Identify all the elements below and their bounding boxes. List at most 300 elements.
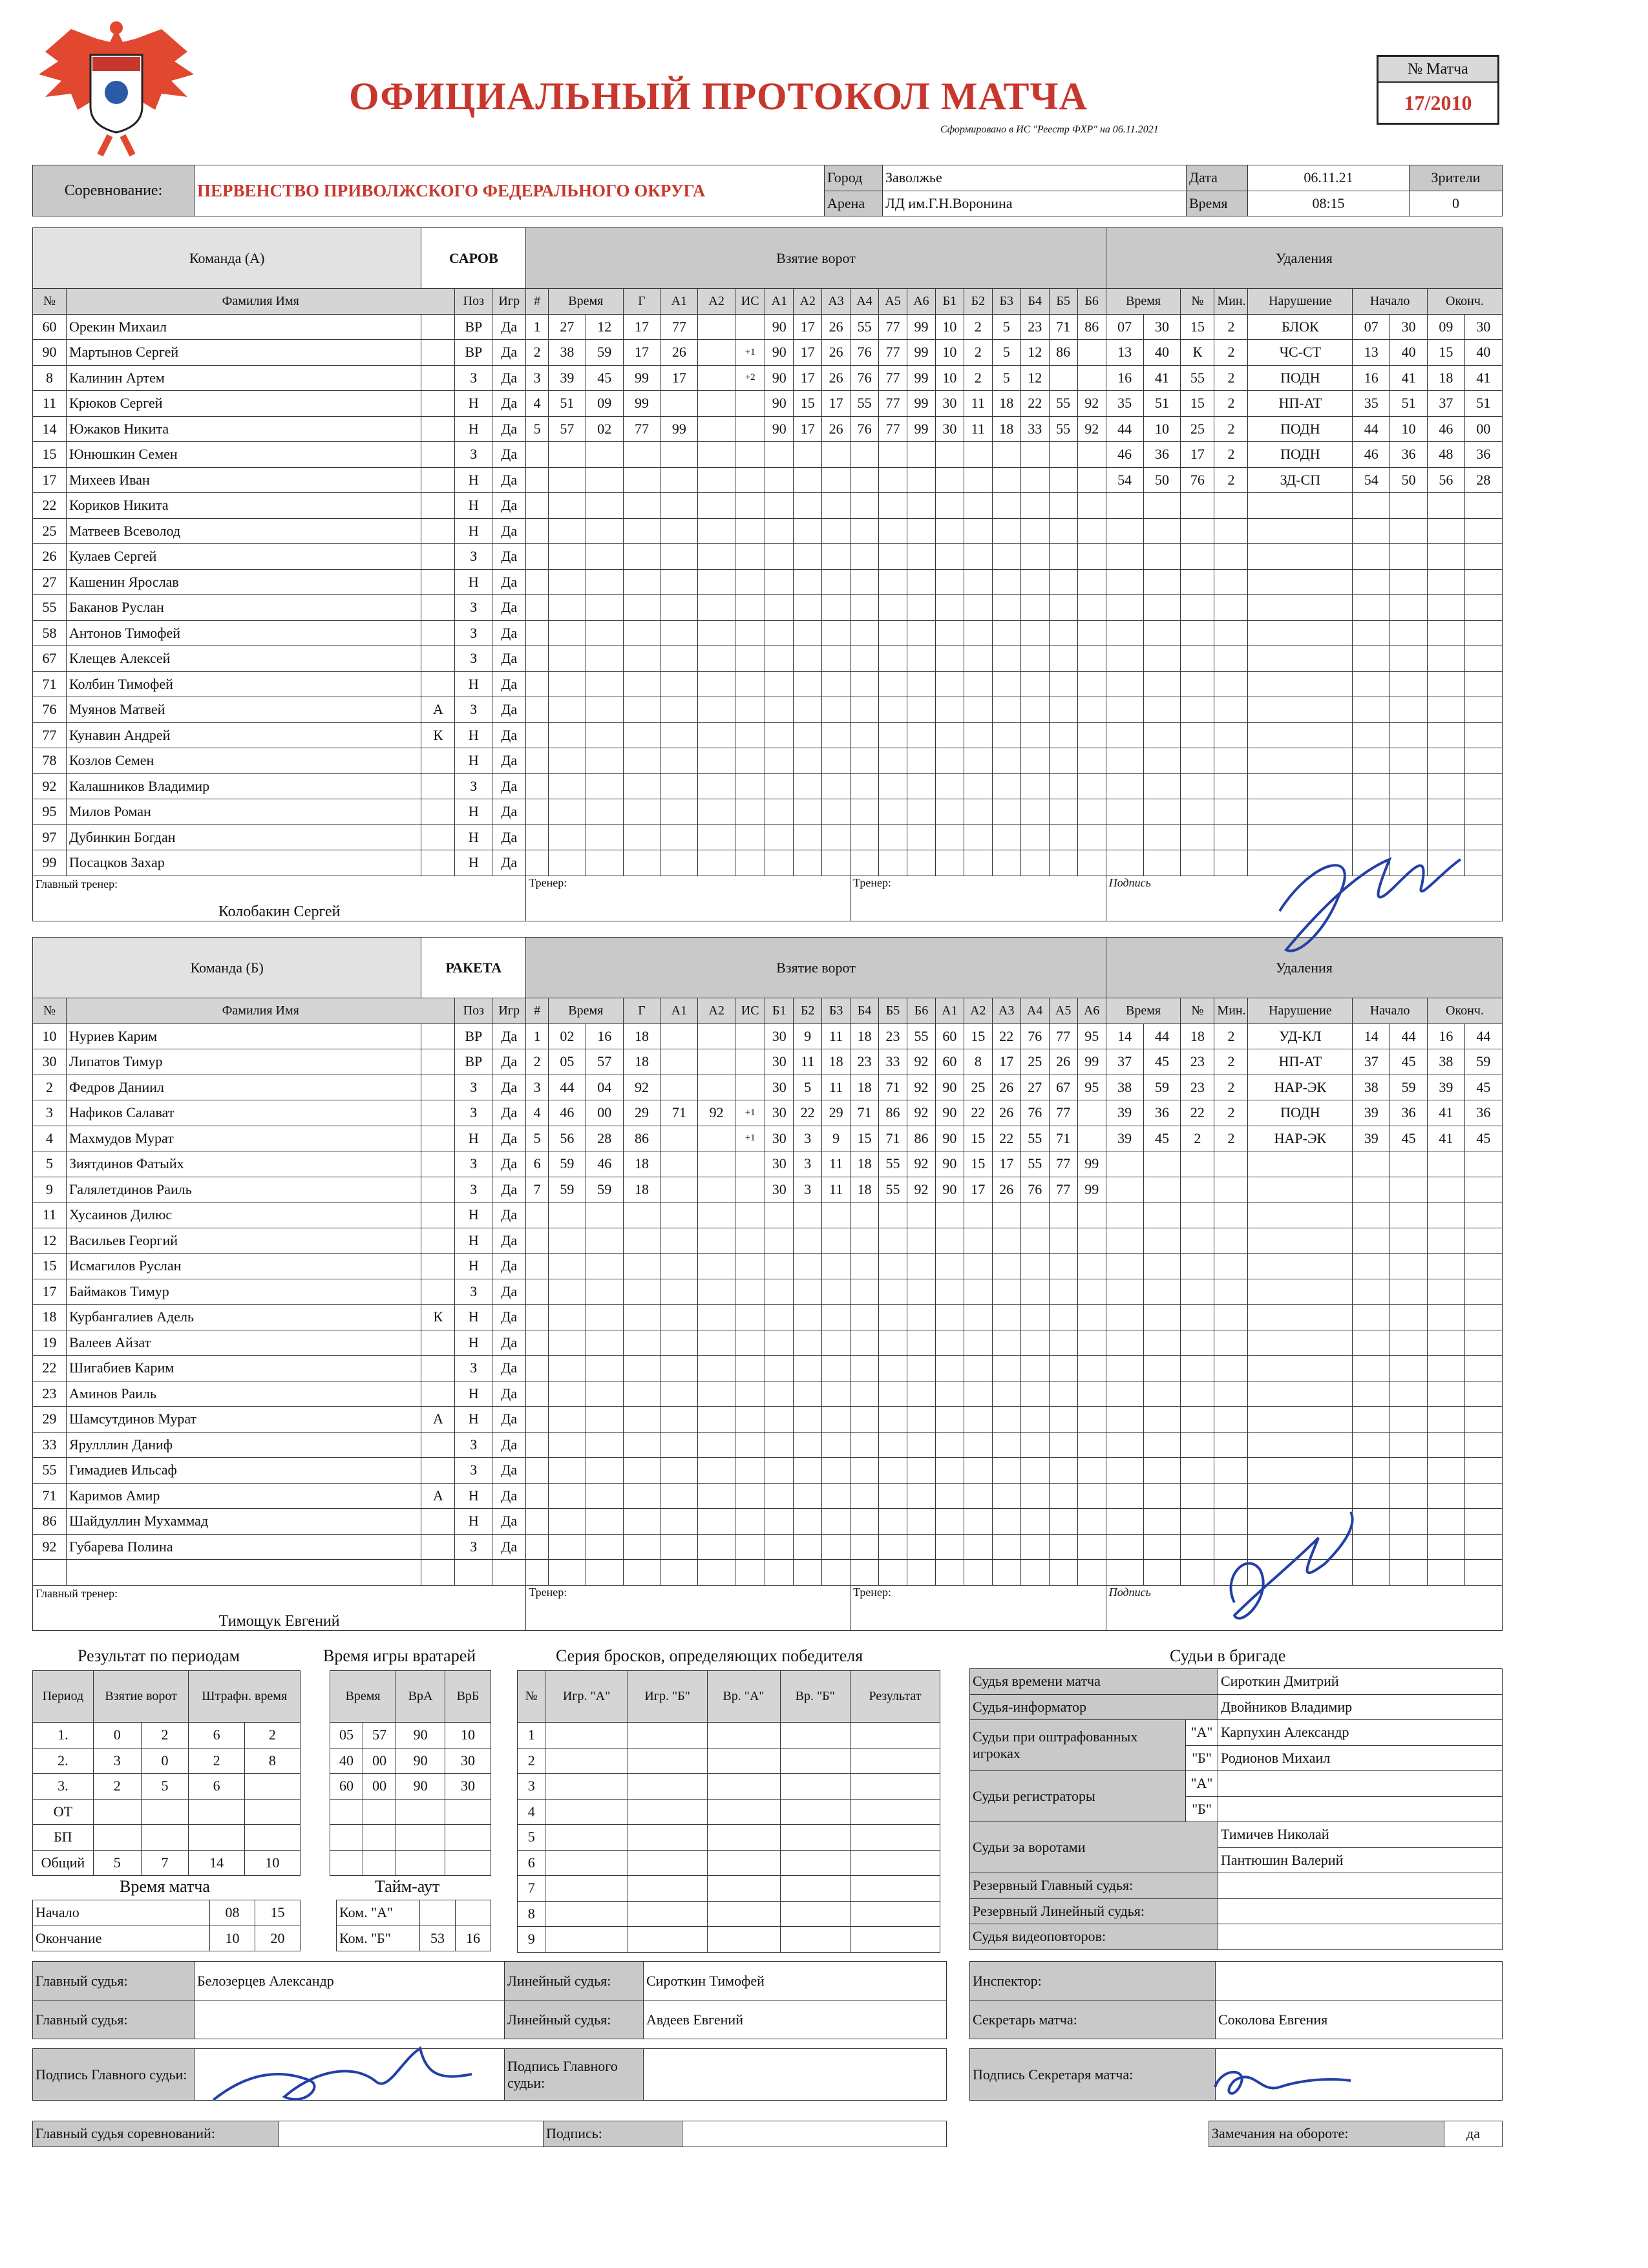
- penalty-e2: 00: [1464, 416, 1502, 442]
- player-played: Да: [492, 1254, 526, 1279]
- team-b-player-row: [33, 1177, 1503, 1202]
- goal-onice: 92: [907, 1177, 935, 1202]
- player-played: Да: [492, 1432, 526, 1458]
- goal-g: 77: [623, 416, 660, 442]
- gk-s: [363, 1799, 396, 1825]
- penalty-t2: 50: [1143, 467, 1181, 493]
- goal-is: +1: [735, 340, 765, 366]
- penalty-t2: [1143, 722, 1181, 748]
- penalty-min: [1214, 722, 1248, 748]
- goal-onice: 86: [1077, 314, 1106, 340]
- player-position: Н: [455, 569, 492, 595]
- player-number: 11: [33, 1202, 67, 1228]
- match-time-table: [32, 1900, 301, 1951]
- player-played: Да: [492, 1202, 526, 1228]
- goal-is: +2: [735, 365, 765, 391]
- goal-onice: [765, 799, 794, 825]
- goal-a1: [660, 595, 698, 621]
- team-a-penalties-header: Удаления: [1106, 228, 1502, 289]
- penalty-min: [1214, 799, 1248, 825]
- goal-onice: [935, 620, 964, 646]
- penalty-min: [1214, 1151, 1248, 1177]
- goal-onice: [850, 1202, 879, 1228]
- team-a-table: [32, 227, 1503, 921]
- timeout-b-m: 53: [420, 1926, 456, 1951]
- goal-onice: 11: [822, 1024, 850, 1049]
- goal-onice: [1077, 671, 1106, 697]
- player-position: Н: [455, 416, 492, 442]
- player-captain: [421, 1330, 455, 1356]
- coach-b-signature: [1196, 1499, 1389, 1648]
- goal-a1: [660, 697, 698, 723]
- goal-onice: 55: [850, 391, 879, 417]
- goal-is: [735, 1483, 765, 1509]
- penalty-e1: 37: [1427, 391, 1464, 417]
- goal-onice: [794, 799, 822, 825]
- goal-onice: [850, 1534, 879, 1560]
- date-label: Дата: [1187, 165, 1248, 191]
- goal-onice: [850, 1305, 879, 1330]
- goal-a2: 92: [698, 1100, 735, 1126]
- penalty-s1: 46: [1353, 442, 1390, 468]
- goal-onice: [822, 748, 850, 774]
- penalty-s2: 59: [1390, 1075, 1428, 1100]
- player-name: Васильев Георгий: [67, 1228, 421, 1254]
- penalty-t2: [1143, 748, 1181, 774]
- goal-g: 18: [623, 1024, 660, 1049]
- secretary: Соколова Евгения: [1216, 2000, 1503, 2039]
- goal-onice: [935, 493, 964, 519]
- goal-onice: [907, 493, 935, 519]
- player-number: [33, 1560, 67, 1586]
- goal-onice: [822, 671, 850, 697]
- shootout-cell: [628, 1901, 707, 1927]
- goal-a1: [660, 1534, 698, 1560]
- player-position: З: [455, 646, 492, 672]
- player-name: Баймаков Тимур: [67, 1279, 421, 1305]
- penalty-v: [1248, 799, 1353, 825]
- penalty-e1: [1427, 1330, 1464, 1356]
- shootout-no: 6: [518, 1850, 545, 1876]
- goal-onice: [907, 1432, 935, 1458]
- goal-onice: 95: [1077, 1075, 1106, 1100]
- goal-t1: 59: [548, 1177, 586, 1202]
- goal-onice: [1077, 620, 1106, 646]
- penalty-t1: [1106, 1509, 1143, 1535]
- player-name: Крюков Сергей: [67, 391, 421, 417]
- goal-onice: [765, 1509, 794, 1535]
- goal-g: 99: [623, 365, 660, 391]
- goal-t1: 39: [548, 365, 586, 391]
- goal-onice: 5: [992, 340, 1020, 366]
- penalty-min: 2: [1214, 314, 1248, 340]
- goal-onice: [879, 1305, 907, 1330]
- player-name: Дубинкин Богдан: [67, 824, 421, 850]
- penalty-no: 23: [1181, 1075, 1214, 1100]
- gk-b: 30: [445, 1774, 491, 1800]
- goal-n: [526, 569, 549, 595]
- goal-a2: [698, 467, 735, 493]
- team-b-player-row: [33, 1330, 1503, 1356]
- penalty-e1: [1427, 1509, 1464, 1535]
- goal-onice: [1020, 748, 1049, 774]
- col-shootout: Вр. "Б": [780, 1671, 850, 1723]
- goal-onice: [935, 722, 964, 748]
- penalty-s1: [1353, 773, 1390, 799]
- shootout-no: 3: [518, 1774, 545, 1800]
- penalty-e1: 15: [1427, 340, 1464, 366]
- goal-onice: 77: [879, 314, 907, 340]
- goal-onice: [964, 799, 992, 825]
- penalty-t1: [1106, 1381, 1143, 1407]
- penalty-s1: [1353, 1381, 1390, 1407]
- goal-onice: 30: [765, 1100, 794, 1126]
- goal-t1: [548, 722, 586, 748]
- goal-is: [735, 1177, 765, 1202]
- goal-t2: [586, 1534, 623, 1560]
- spectators-label: Зрители: [1410, 165, 1503, 191]
- player-number: 55: [33, 595, 67, 621]
- goal-onice: [765, 467, 794, 493]
- penalty-e1: [1427, 1202, 1464, 1228]
- goal-t1: [548, 1407, 586, 1433]
- shootout-cell: [545, 1901, 628, 1927]
- goal-t1: [548, 773, 586, 799]
- goal-onice: [964, 1356, 992, 1381]
- goal-n: [526, 1381, 549, 1407]
- penalty-min: 2: [1214, 340, 1248, 366]
- goal-onice: [822, 646, 850, 672]
- goal-onice: [935, 1330, 964, 1356]
- gk-row: [330, 1723, 491, 1748]
- goal-a1: [660, 748, 698, 774]
- team-b-col-onice: Б5: [879, 998, 907, 1024]
- penalty-min: [1214, 493, 1248, 519]
- player-position: Н: [455, 1254, 492, 1279]
- penalty-no: [1181, 799, 1214, 825]
- penalty-v: [1248, 646, 1353, 672]
- goal-a2: [698, 697, 735, 723]
- gk-b: [445, 1799, 491, 1825]
- penalty-s1: 35: [1353, 391, 1390, 417]
- goal-onice: 55: [1020, 1151, 1049, 1177]
- shootout-cell: [780, 1850, 850, 1876]
- player-played: Да: [492, 1407, 526, 1433]
- penalty-e2: [1464, 646, 1502, 672]
- goal-a1: [660, 722, 698, 748]
- player-name: Хусаинов Дилюс: [67, 1202, 421, 1228]
- goal-onice: [907, 1407, 935, 1433]
- reg-a-tag: "А": [1186, 1771, 1218, 1797]
- player-played: Да: [492, 467, 526, 493]
- penalty-e2: [1464, 595, 1502, 621]
- period-gb: [141, 1825, 189, 1851]
- player-captain: [421, 748, 455, 774]
- goal-onice: [992, 697, 1020, 723]
- penalty-e2: [1464, 1279, 1502, 1305]
- comp-ref-sign: [682, 2121, 947, 2147]
- goal-onice: [1020, 493, 1049, 519]
- goal-g: [623, 620, 660, 646]
- goal-onice: [850, 748, 879, 774]
- penalty-t2: [1143, 1279, 1181, 1305]
- team-b-player-row: [33, 1151, 1503, 1177]
- penalty-s2: [1390, 1458, 1428, 1484]
- officials-table: [969, 1668, 1503, 1950]
- gk-s: 00: [363, 1774, 396, 1800]
- goal-onice: [822, 1534, 850, 1560]
- goal-onice: 17: [822, 391, 850, 417]
- player-captain: [421, 314, 455, 340]
- goal-a2: [698, 799, 735, 825]
- goal-onice: [964, 467, 992, 493]
- player-name: Козлов Семен: [67, 748, 421, 774]
- goal-onice: [822, 1330, 850, 1356]
- goal-a2: [698, 1075, 735, 1100]
- goal-a1: [660, 1356, 698, 1381]
- player-name: Муянов Матвей: [67, 697, 421, 723]
- goal-n: [526, 748, 549, 774]
- goal-onice: [964, 722, 992, 748]
- period-p: 1.: [33, 1723, 94, 1748]
- player-captain: [421, 850, 455, 876]
- player-played: Да: [492, 1100, 526, 1126]
- goal-t2: 09: [586, 391, 623, 417]
- goal-a2: [698, 1483, 735, 1509]
- goal-onice: [992, 620, 1020, 646]
- player-played: Да: [492, 850, 526, 876]
- period-pa: [189, 1799, 244, 1825]
- goal-onice: [964, 1202, 992, 1228]
- penalty-min: [1214, 850, 1248, 876]
- shootout-cell: [850, 1927, 940, 1953]
- goal-onice: [935, 748, 964, 774]
- penalty-t1: 37: [1106, 1049, 1143, 1075]
- reserve-line-label: Резервный Линейный судья:: [970, 1898, 1218, 1924]
- team-a-label: Команда (А): [33, 228, 421, 289]
- goal-g: [623, 697, 660, 723]
- penalty-v: [1248, 544, 1353, 570]
- period-p: Общий: [33, 1850, 94, 1876]
- penalty-t2: [1143, 518, 1181, 544]
- goal-t2: 16: [586, 1024, 623, 1049]
- goal-onice: [850, 544, 879, 570]
- goal-onice: 12: [1020, 340, 1049, 366]
- period-row: [33, 1748, 301, 1774]
- player-number: 27: [33, 569, 67, 595]
- penalty-e1: [1427, 1560, 1464, 1586]
- goal-a2: [698, 365, 735, 391]
- goal-onice: [1077, 340, 1106, 366]
- shootout-cell: [850, 1901, 940, 1927]
- player-number: 5: [33, 1151, 67, 1177]
- goal-n: [526, 493, 549, 519]
- shootout-row: [518, 1876, 940, 1902]
- penalty-e2: [1464, 1356, 1502, 1381]
- goal-onice: [1077, 1202, 1106, 1228]
- penalty-s1: [1353, 493, 1390, 519]
- goal-onice: [765, 773, 794, 799]
- goal-a1: [660, 1509, 698, 1535]
- goal-onice: [992, 748, 1020, 774]
- penalty-s1: 38: [1353, 1075, 1390, 1100]
- player-number: 30: [33, 1049, 67, 1075]
- penalty-t1: [1106, 1356, 1143, 1381]
- goal-onice: [1020, 442, 1049, 468]
- goal-a2: [698, 340, 735, 366]
- player-position: З: [455, 544, 492, 570]
- goal-a2: [698, 1560, 735, 1586]
- period-p: ОТ: [33, 1799, 94, 1825]
- goal-onice: [794, 1254, 822, 1279]
- player-captain: [421, 518, 455, 544]
- goal-onice: 76: [1020, 1024, 1049, 1049]
- goal-is: [735, 773, 765, 799]
- goal-onice: [907, 467, 935, 493]
- player-name: [67, 1560, 421, 1586]
- penalty-e2: [1464, 1432, 1502, 1458]
- goal-onice: 22: [794, 1100, 822, 1126]
- player-position: З: [455, 773, 492, 799]
- penalty-s2: [1390, 1356, 1428, 1381]
- goal-g: 18: [623, 1177, 660, 1202]
- subtitle: Сформировано в ИС "Реестр ФХР" на 06.11.2021: [940, 124, 1159, 135]
- timeout-table: [336, 1900, 491, 1951]
- goal-onice: 5: [992, 365, 1020, 391]
- goal-onice: [1049, 1432, 1077, 1458]
- goal-is: [735, 1330, 765, 1356]
- goal-onice: [1049, 1407, 1077, 1433]
- penalty-s1: 13: [1353, 340, 1390, 366]
- penalty-s1: [1353, 1407, 1390, 1433]
- team-b-col-onice: А3: [992, 998, 1020, 1024]
- goal-onice: [850, 1483, 879, 1509]
- penbox-label: Судьи при оштрафованных игроках: [970, 1720, 1186, 1771]
- goal-onice: 92: [907, 1075, 935, 1100]
- goal-t2: [586, 1279, 623, 1305]
- goal-g: [623, 467, 660, 493]
- goal-onice: [1077, 442, 1106, 468]
- penalty-t2: [1143, 1534, 1181, 1560]
- player-played: Да: [492, 1177, 526, 1202]
- goal-onice: 71: [850, 1100, 879, 1126]
- penalty-s1: 44: [1353, 416, 1390, 442]
- goal-a1: [660, 1330, 698, 1356]
- penalty-s2: 40: [1390, 340, 1428, 366]
- gk-s: [363, 1825, 396, 1851]
- team-b-player-row: [33, 1100, 1503, 1126]
- penalty-t1: [1106, 748, 1143, 774]
- goal-onice: [1049, 365, 1077, 391]
- goal-onice: 5: [794, 1075, 822, 1100]
- goal-onice: [1020, 1560, 1049, 1586]
- goal-onice: [794, 569, 822, 595]
- player-name: Курбангалиев Адель: [67, 1305, 421, 1330]
- player-captain: [421, 391, 455, 417]
- shootout-row: [518, 1850, 940, 1876]
- player-position: ВР: [455, 1024, 492, 1049]
- goal-onice: 67: [1049, 1075, 1077, 1100]
- goal-n: [526, 1330, 549, 1356]
- line-ref-label-1: Линейный судья:: [505, 1962, 644, 2000]
- goal-a1: [660, 442, 698, 468]
- penalty-no: [1181, 697, 1214, 723]
- goal-onice: [850, 442, 879, 468]
- goal-onice: [1020, 799, 1049, 825]
- penalty-t2: [1143, 1432, 1181, 1458]
- player-captain: [421, 1560, 455, 1586]
- penalty-e1: [1427, 493, 1464, 519]
- goal-t2: [586, 1305, 623, 1330]
- goal-onice: [1049, 824, 1077, 850]
- goal-t1: [548, 467, 586, 493]
- goal-onice: 99: [907, 416, 935, 442]
- goal-onice: [879, 1202, 907, 1228]
- goal-t2: [586, 569, 623, 595]
- player-number: 25: [33, 518, 67, 544]
- team-b-col-gtime: Время: [548, 998, 623, 1024]
- goal-a2: [698, 1254, 735, 1279]
- goal-onice: [1049, 773, 1077, 799]
- penalty-e2: 30: [1464, 314, 1502, 340]
- penalty-v: ЧС-СТ: [1248, 340, 1353, 366]
- goal-onice: [935, 1560, 964, 1586]
- referees-table: [32, 1961, 947, 2039]
- player-name: Южаков Никита: [67, 416, 421, 442]
- goal-onice: [1049, 1228, 1077, 1254]
- main-ref-label-2: Главный судья:: [33, 2000, 195, 2039]
- penalty-t2: [1143, 773, 1181, 799]
- goal-n: [526, 1202, 549, 1228]
- goal-onice: [964, 697, 992, 723]
- goal-onice: [794, 748, 822, 774]
- goal-judges-label: Судьи за воротами: [970, 1822, 1218, 1873]
- player-captain: [421, 1177, 455, 1202]
- penalty-t2: [1143, 1254, 1181, 1279]
- shootout-no: 7: [518, 1876, 545, 1902]
- goal-g: [623, 1305, 660, 1330]
- shootout-cell: [850, 1876, 940, 1902]
- goal-onice: [1049, 1483, 1077, 1509]
- penalty-s1: [1353, 518, 1390, 544]
- goal-onice: [935, 544, 964, 570]
- goal-onice: [992, 1279, 1020, 1305]
- col-gk-time: Время: [330, 1671, 396, 1723]
- goal-onice: [822, 799, 850, 825]
- goal-onice: [964, 1560, 992, 1586]
- goal-onice: [1077, 697, 1106, 723]
- player-number: 9: [33, 1177, 67, 1202]
- goal-onice: 33: [879, 1049, 907, 1075]
- team-b-col-pstart: Начало: [1353, 998, 1428, 1024]
- player-position: Н: [455, 1202, 492, 1228]
- goal-onice: 30: [765, 1024, 794, 1049]
- goal-t2: [586, 1432, 623, 1458]
- team-b-goals-header: Взятие ворот: [526, 938, 1106, 998]
- penalty-min: [1214, 1458, 1248, 1484]
- goal-onice: [935, 1407, 964, 1433]
- col-shootout: Игр. "Б": [628, 1671, 707, 1723]
- goal-is: [735, 493, 765, 519]
- penalty-v: [1248, 748, 1353, 774]
- period-p: БП: [33, 1825, 94, 1851]
- penalty-v: [1248, 1151, 1353, 1177]
- player-name: Клещев Алексей: [67, 646, 421, 672]
- goal-a2: [698, 1305, 735, 1330]
- penalty-no: 22: [1181, 1100, 1214, 1126]
- penalty-e1: [1427, 748, 1464, 774]
- goal-onice: [850, 1560, 879, 1586]
